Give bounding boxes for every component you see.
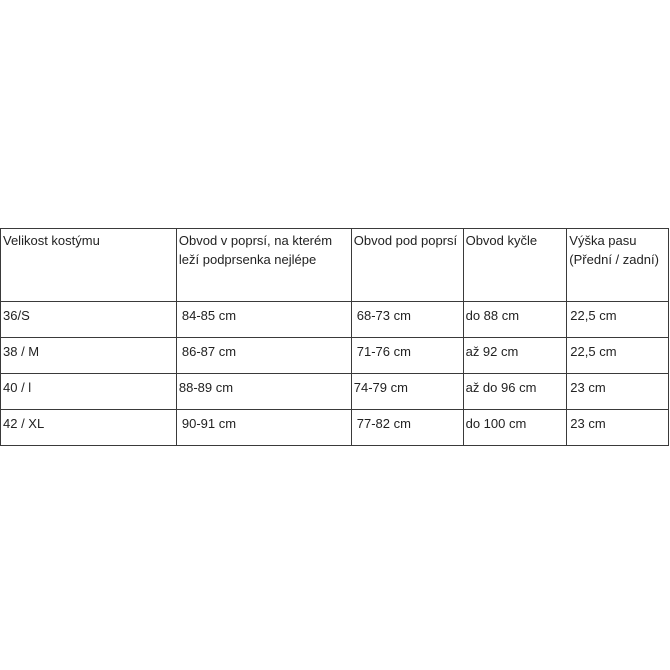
cell-bust: 88-89 cm <box>176 374 351 410</box>
cell-size: 36/S <box>1 302 177 338</box>
header-waist-height: Výška pasu (Přední / zadní) <box>567 229 669 302</box>
cell-hip: až do 96 cm <box>463 374 567 410</box>
cell-hip: do 100 cm <box>463 410 567 446</box>
cell-hip: až 92 cm <box>463 338 567 374</box>
table-row <box>1 410 669 446</box>
table-row <box>1 338 669 374</box>
table-header-row <box>1 229 669 302</box>
header-hip-circumference: Obvod kyčle <box>463 229 567 302</box>
cell-waist-height: 22,5 cm <box>567 338 669 374</box>
size-chart-table <box>0 228 669 446</box>
cell-hip: do 88 cm <box>463 302 567 338</box>
cell-underbust: 74-79 cm <box>351 374 463 410</box>
cell-size: 38 / M <box>1 338 177 374</box>
cell-size: 40 / l <box>1 374 177 410</box>
header-bust-circumference: Obvod v poprsí, na kterém leží podprsenka nejlépe <box>176 229 351 302</box>
cell-size: 42 / XL <box>1 410 177 446</box>
cell-waist-height: 23 cm <box>567 374 669 410</box>
cell-bust: 90-91 cm <box>176 410 351 446</box>
cell-bust: 86-87 cm <box>176 338 351 374</box>
cell-waist-height: 23 cm <box>567 410 669 446</box>
cell-underbust: 71-76 cm <box>351 338 463 374</box>
cell-underbust: 77-82 cm <box>351 410 463 446</box>
cell-underbust: 68-73 cm <box>351 302 463 338</box>
header-costume-size: Velikost kostýmu <box>1 229 177 302</box>
header-underbust-circumference: Obvod pod poprsí <box>351 229 463 302</box>
table-row <box>1 302 669 338</box>
cell-bust: 84-85 cm <box>176 302 351 338</box>
table-row <box>1 374 669 410</box>
cell-waist-height: 22,5 cm <box>567 302 669 338</box>
